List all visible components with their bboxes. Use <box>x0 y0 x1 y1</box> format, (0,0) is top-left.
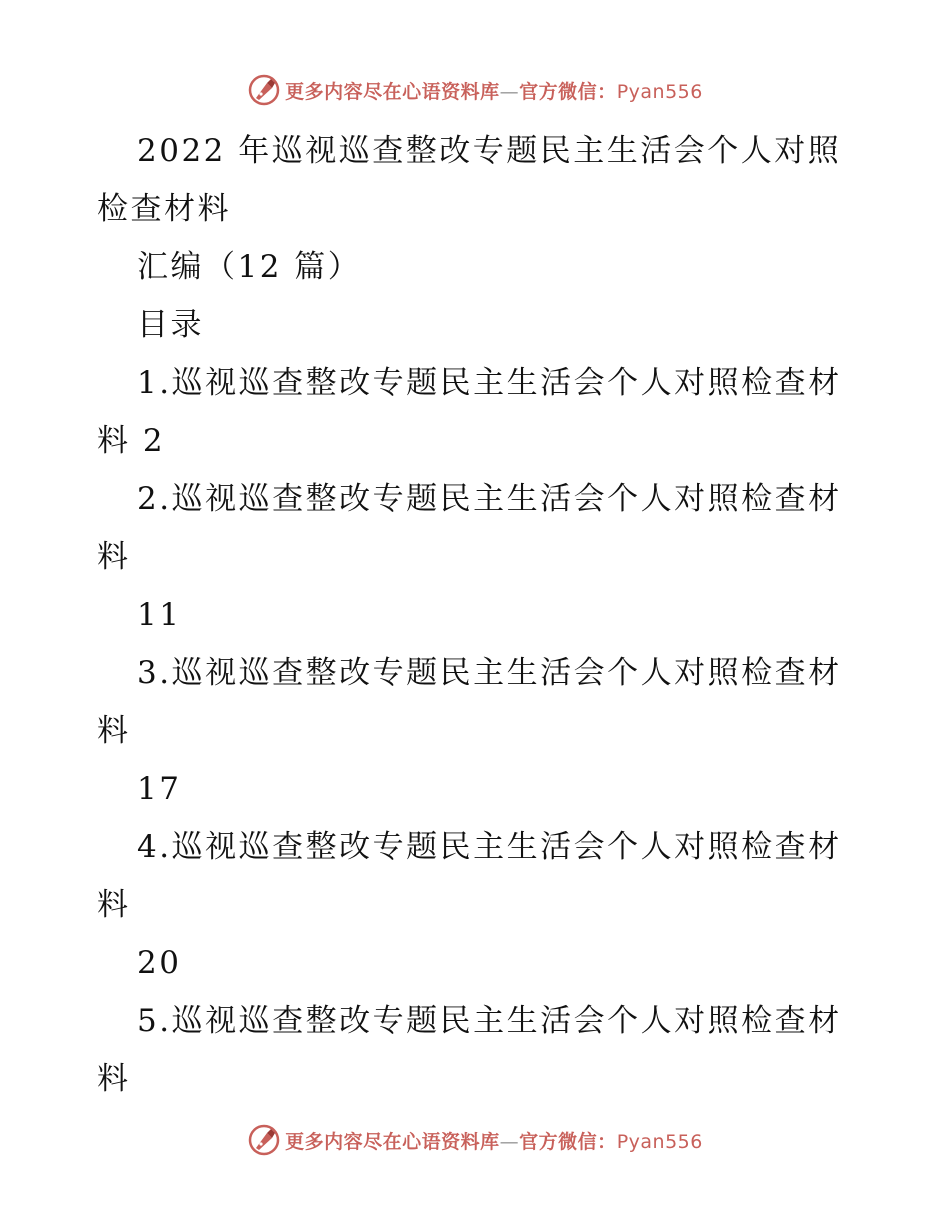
toc-item-3 <box>97 644 857 818</box>
watermark-dash: — <box>499 1130 520 1153</box>
watermark-label: 官方微信： <box>519 1130 617 1153</box>
watermark-handle: Pyan556 <box>616 1130 703 1153</box>
footer-watermark <box>0 1120 950 1160</box>
toc-item-title-cont: 料 <box>97 887 131 923</box>
document-subtitle: 汇编（12 篇） <box>137 249 362 285</box>
toc-item-title: 4.巡视巡查整改专题民主生活会个人对照检查材 <box>137 829 842 865</box>
watermark-label: 官方微信： <box>519 80 617 103</box>
toc-item-title-cont: 料 <box>97 539 131 575</box>
pen-nib-seal-icon <box>247 1123 281 1157</box>
toc-item-title: 1.巡视巡查整改专题民主生活会个人对照检查材 <box>137 365 842 401</box>
toc-item-5 <box>97 992 857 1108</box>
toc-item-page: 20 <box>137 945 182 981</box>
toc-item-title: 3.巡视巡查整改专题民主生活会个人对照检查材 <box>137 655 842 691</box>
toc-list <box>97 354 857 1108</box>
toc-item-1 <box>97 354 857 470</box>
watermark-text: 更多内容尽在心语资料库 <box>285 80 500 103</box>
toc-item-title: 2.巡视巡查整改专题民主生活会个人对照检查材 <box>137 481 842 517</box>
pen-nib-seal-icon <box>247 73 281 107</box>
toc-item-page: 11 <box>137 597 182 633</box>
watermark-text: 更多内容尽在心语资料库 <box>285 1130 500 1153</box>
toc-item-title: 5.巡视巡查整改专题民主生活会个人对照检查材 <box>137 1003 842 1039</box>
toc-heading: 目录 <box>137 307 204 343</box>
toc-item-title-cont: 料 <box>97 1061 131 1097</box>
toc-item-title-cont: 料 2 <box>97 423 166 459</box>
document-title-line-1: 2022 年巡视巡查整改专题民主生活会个人对照 <box>137 133 842 169</box>
toc-item-2 <box>97 470 857 644</box>
toc-item-title-cont: 料 <box>97 713 131 749</box>
document-body <box>97 122 857 1108</box>
header-watermark <box>0 70 950 110</box>
watermark-dash: — <box>499 80 520 103</box>
toc-item-4 <box>97 818 857 992</box>
document-title-line-2: 检查材料 <box>97 191 231 227</box>
toc-item-page: 17 <box>137 771 182 807</box>
watermark-handle: Pyan556 <box>616 80 703 103</box>
